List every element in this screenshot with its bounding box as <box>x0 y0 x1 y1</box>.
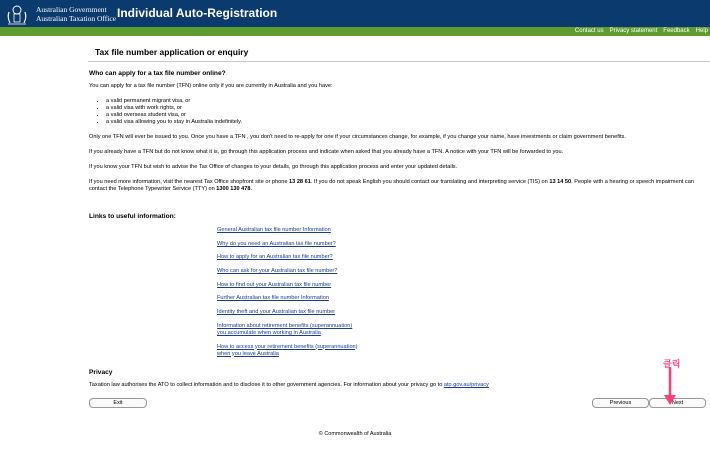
app-title: Individual Auto-Registration <box>117 6 278 20</box>
link-how-to-apply[interactable]: How to apply for an Australian tax file number? <box>217 254 333 261</box>
government-logo <box>4 2 116 25</box>
link-identity-theft[interactable]: Identity theft and your Australian tax file number <box>217 309 336 316</box>
list-item: • a valid permanent migrant visa, or <box>106 98 705 105</box>
ato-name: Australian Taxation Office <box>36 13 117 23</box>
page-title: Tax file number application or enquiry <box>95 47 249 57</box>
gov-name: Australian Government <box>36 4 107 14</box>
intro-text: You can apply for a tax file number (TFN) online only if you are currently in Australia and you have: <box>89 83 333 89</box>
list-item: • a valid visa with work rights, or <box>106 105 705 112</box>
header-bar <box>0 0 710 27</box>
useful-links <box>217 227 358 364</box>
phone-number: 1300 130 478 <box>216 186 251 192</box>
paragraph-already-have: If you already have a TFN but do not know what it is, go through this application process and indicate when asked that you already have a TFN. A notice with your TFN will be forwarded to you. <box>89 149 564 155</box>
info-section <box>89 70 705 201</box>
list-item: • a valid overseas student visa, or <box>106 112 705 119</box>
arrow-down-icon <box>663 367 677 412</box>
section-heading: Who can apply for a tax file number online? <box>89 70 226 77</box>
link-who-can-ask[interactable]: Who can ask for your Australian tax file number? <box>217 268 338 275</box>
coat-of-arms-icon <box>4 3 30 25</box>
link-access-retirement[interactable]: How to access your retirement benefits (superannuation) when you leave Australia <box>217 343 358 357</box>
privacy-heading: Privacy <box>89 369 113 376</box>
link-general-tfn-info[interactable]: General Australian tax file number Information <box>217 227 331 233</box>
paragraph-contact: If you need more information, visit the nearest Tax Office shopfront site or phone 13 28 61. If you do not speak English you should contact our translating and interpreting service (TIS) on 13 14 50. People with a hearing or speech impairment can contact the Telephone Typewriter Service (TTY) on 1300 130 478. <box>89 179 694 192</box>
paragraph-changes: If you know your TFN but wish to advise the Tax Office of changes to your details, go through this application process and enter your updated details. <box>89 164 458 170</box>
paragraph-one-tfn: Only one TFN will ever be issued to you. Once you have a TFN , you don't need to re-apply for one if your circumstances change, for example, if you change your name, have investments or claim government benefits. <box>89 134 626 140</box>
list-item: • a valid visa allowing you to stay in Australia indefinitely. <box>106 119 705 126</box>
privacy-link[interactable]: ato.gov.au/privacy <box>443 382 489 388</box>
privacy-statement-link[interactable]: Privacy statement <box>609 28 658 34</box>
link-why-tfn[interactable]: Why do you need an Australian tax file number? <box>217 240 336 247</box>
top-nav <box>575 27 710 36</box>
contact-us-link[interactable]: Contact us <box>574 28 604 34</box>
footer-copyright: © Commonwealth of Australia <box>318 431 392 437</box>
next-button[interactable]: Next <box>649 398 706 408</box>
click-annotation: 클릭 <box>663 359 681 369</box>
link-find-tfn[interactable]: How to find out your Australian tax file number <box>217 281 332 288</box>
feedback-link[interactable]: Feedback <box>663 28 690 34</box>
link-retirement-info[interactable]: Information about retirement benefits (superannuation) you accumulate when working in Australia <box>217 322 353 336</box>
phone-number: 13 28 61 <box>289 179 311 185</box>
links-heading: Links to useful information: <box>89 213 176 220</box>
privacy-text: Taxation law authorises the ATO to collect information and to disclose it to other government agencies. For information about your privacy go to ato.gov.au/privacy <box>89 382 489 388</box>
divider <box>88 61 710 62</box>
link-further-info[interactable]: Further Australian tax file number Information <box>217 295 329 302</box>
help-link[interactable]: Help <box>695 28 708 34</box>
exit-button[interactable]: Exit <box>89 398 147 408</box>
previous-button[interactable]: Previous <box>592 398 649 408</box>
phone-number: 13 14 50 <box>549 179 572 185</box>
visa-list <box>89 98 705 126</box>
